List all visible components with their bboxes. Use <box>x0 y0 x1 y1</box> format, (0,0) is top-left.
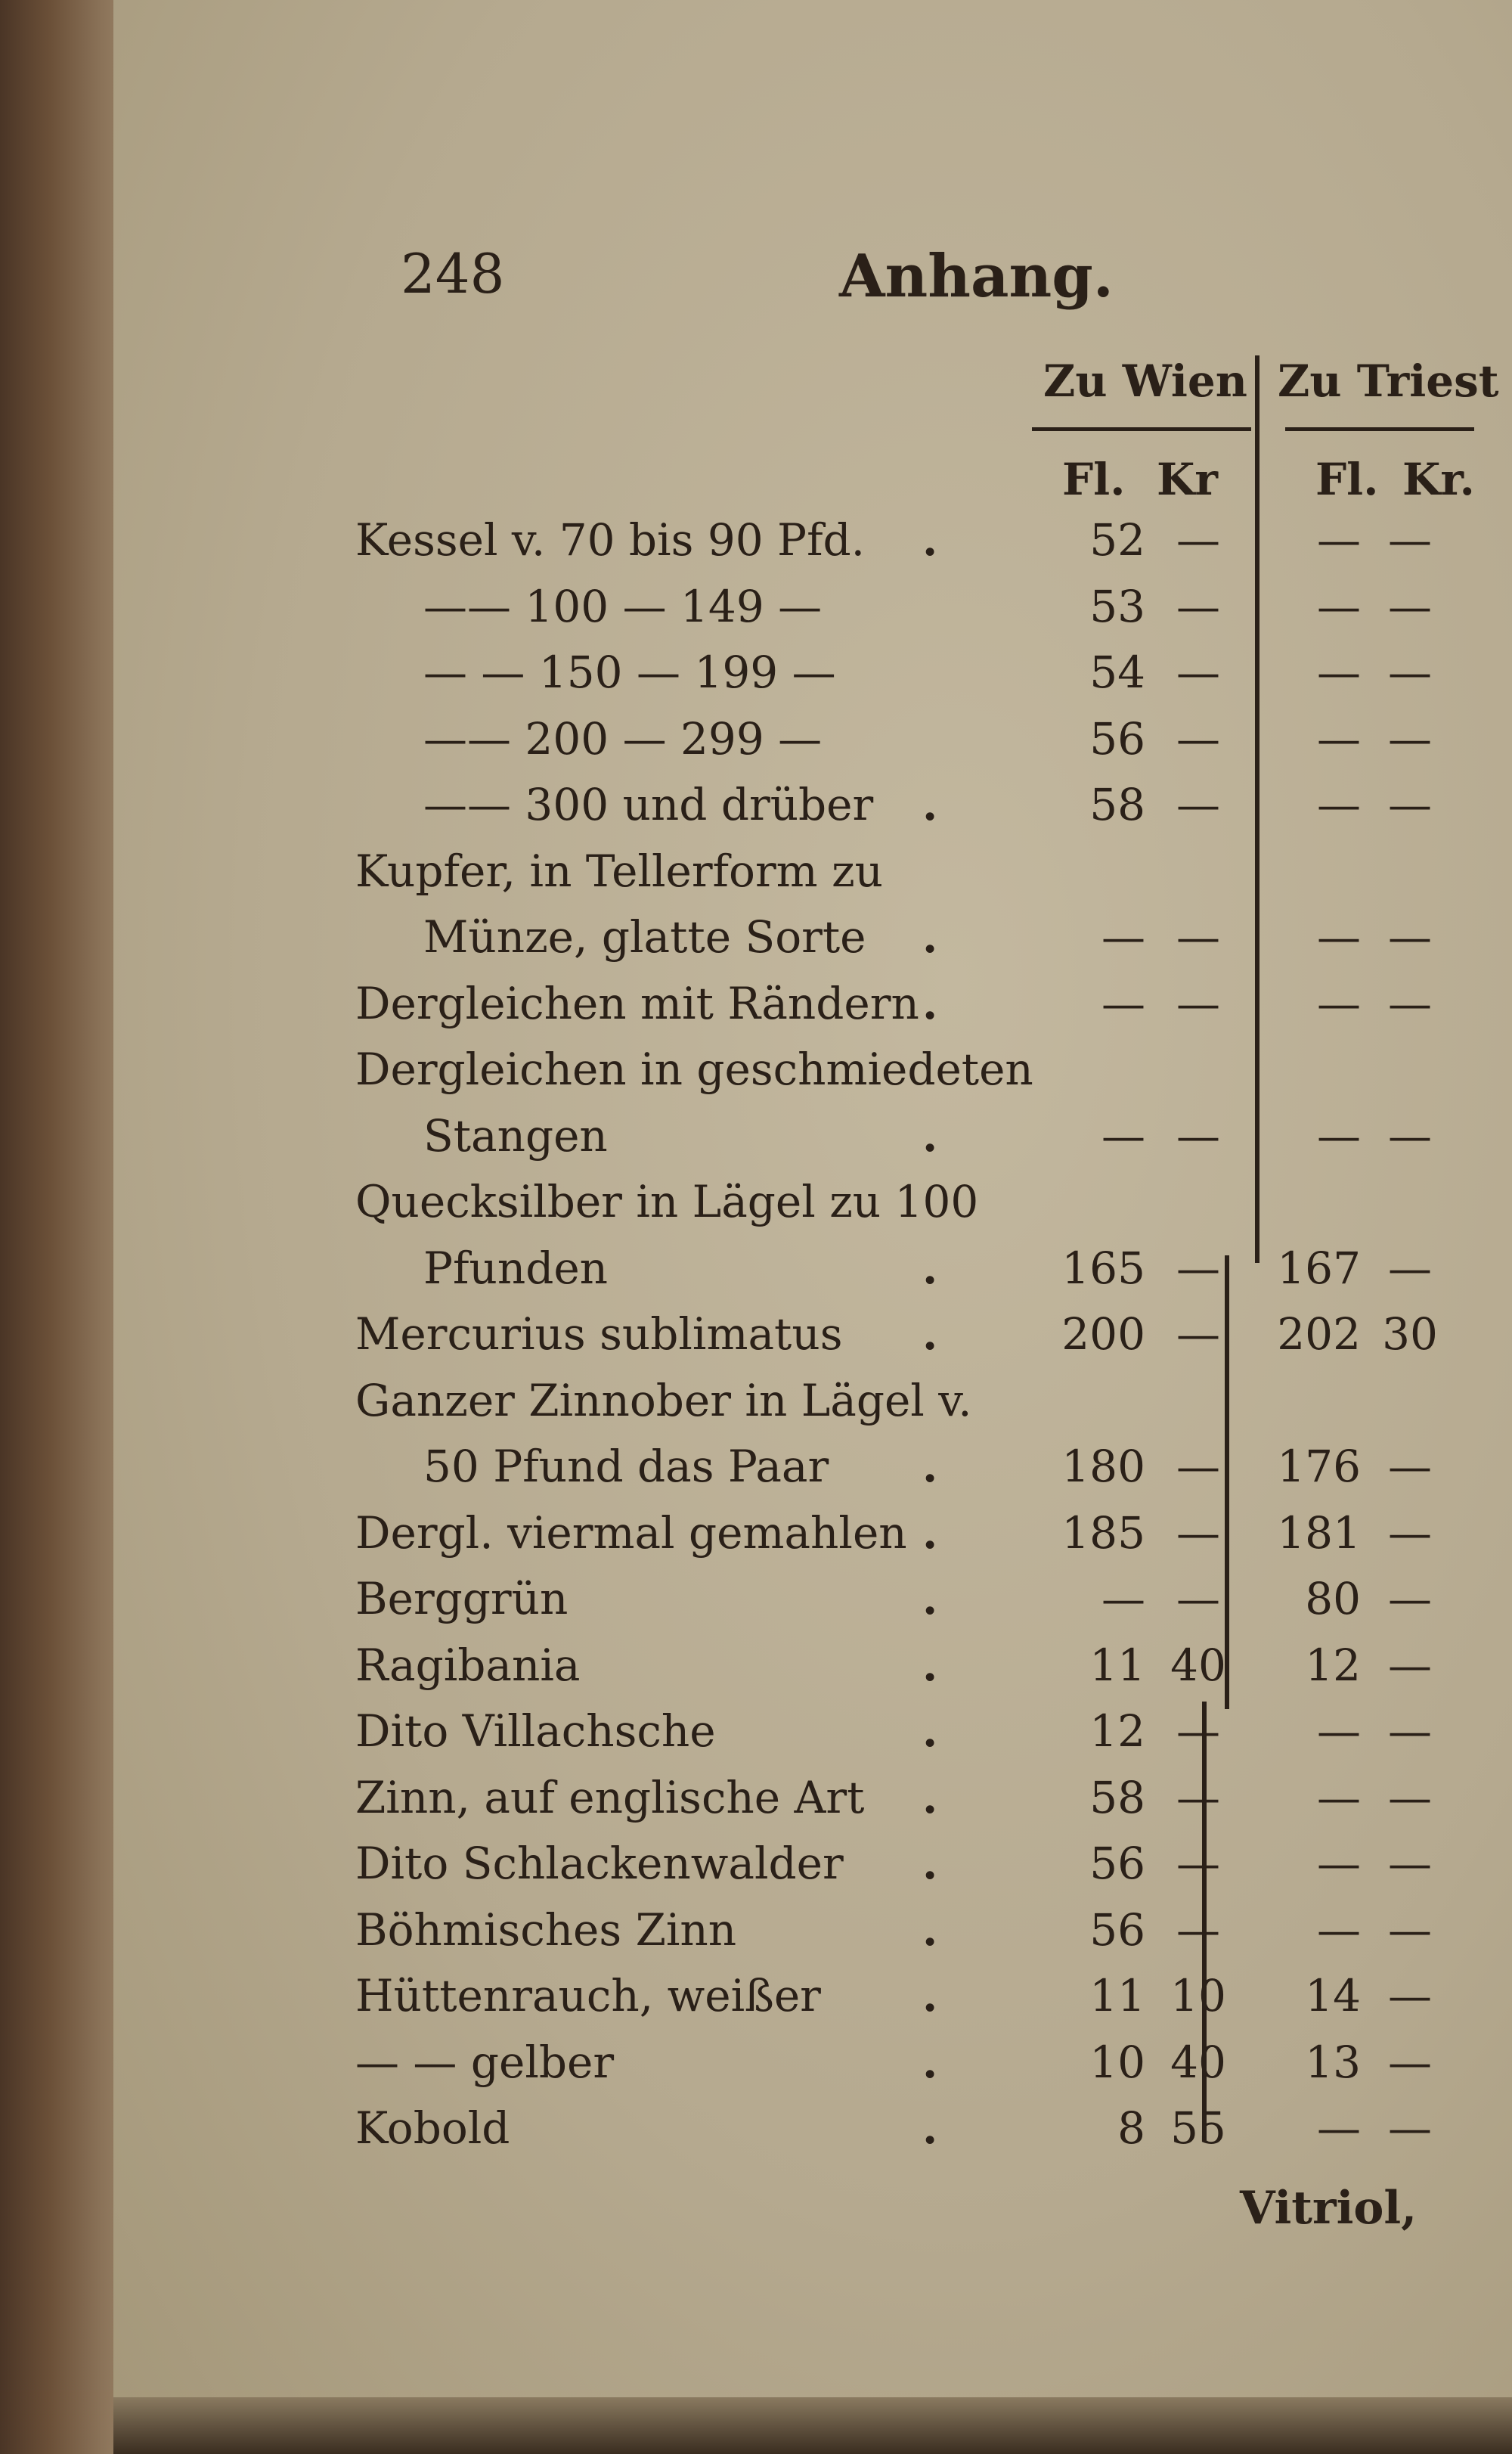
triest-kreuzer: — <box>1388 911 1432 963</box>
triest-kreuzer: — <box>1388 1838 1432 1889</box>
row-label: Pfunden <box>423 1243 609 1294</box>
triest-florin: 167 <box>1277 1243 1361 1294</box>
wien-kreuzer: — <box>1176 1243 1220 1294</box>
row-label: —— 300 und drüber <box>423 779 874 830</box>
leader-dot: . <box>922 1772 938 1823</box>
wien-kreuzer: — <box>1176 779 1220 830</box>
leader-dot: . <box>922 2037 938 2088</box>
wien-florin: 200 <box>1061 1308 1145 1360</box>
leader-dot: . <box>922 1838 938 1889</box>
wien-florin: 180 <box>1061 1441 1145 1492</box>
triest-florin: — <box>1317 978 1361 1029</box>
triest-florin: — <box>1317 514 1361 566</box>
triest-florin: — <box>1317 1110 1361 1162</box>
row-label: Mercurius sublimatus <box>355 1308 843 1360</box>
wien-kreuzer: — <box>1176 1573 1220 1624</box>
table-row <box>0 978 1512 1038</box>
row-label: Dito Schlackenwalder <box>355 1838 844 1889</box>
table-row <box>0 1640 1512 1700</box>
row-label: Münze, glatte Sorte <box>423 911 866 963</box>
table-row <box>0 1308 1512 1369</box>
triest-florin: — <box>1317 2102 1361 2154</box>
row-label: Hüttenrauch, weißer <box>355 1970 821 2021</box>
row-label: 50 Pfund das Paar <box>423 1441 829 1492</box>
triest-florin: 13 <box>1305 2037 1361 2088</box>
leader-dot: . <box>922 1308 938 1360</box>
triest-florin: 12 <box>1305 1640 1361 1691</box>
triest-kreuzer: 30 <box>1382 1308 1438 1360</box>
row-label: Dergleichen in geschmiedeten <box>355 1044 1033 1095</box>
wien-kreuzer: 40 <box>1170 1640 1226 1691</box>
wien-kreuzer: — <box>1176 1110 1220 1162</box>
wien-kreuzer: — <box>1176 1904 1220 1956</box>
wien-florin: — <box>1101 978 1145 1029</box>
row-label: Berggrün <box>355 1573 569 1624</box>
row-label: Dergl. viermal gemahlen <box>355 1507 907 1559</box>
triest-kreuzer: — <box>1388 1970 1432 2021</box>
leader-dot: . <box>922 1970 938 2021</box>
page-number: 248 <box>401 242 505 306</box>
wien-florin: 56 <box>1089 1838 1145 1889</box>
row-label: Dito Villachsche <box>355 1705 716 1757</box>
wien-kreuzer: — <box>1176 1838 1220 1889</box>
table-row <box>0 1904 1512 1965</box>
wien-kreuzer: — <box>1176 1705 1220 1757</box>
row-label: — — gelber <box>355 2037 615 2088</box>
wien-kreuzer: — <box>1176 647 1220 698</box>
triest-kreuzer: — <box>1388 1441 1432 1492</box>
table-row <box>0 779 1512 839</box>
row-label: Zinn, auf englische Art <box>355 1772 865 1823</box>
wien-florin: 52 <box>1089 514 1145 566</box>
table-row <box>0 845 1512 906</box>
triest-kreuzer: — <box>1388 1640 1432 1691</box>
row-label: Dergleichen mit Rändern <box>355 978 919 1029</box>
triest-kreuzer: — <box>1388 1573 1432 1624</box>
triest-kreuzer: — <box>1388 1507 1432 1559</box>
table-row <box>0 1110 1512 1171</box>
table-row <box>0 1044 1512 1104</box>
leader-dot: . <box>922 1507 938 1559</box>
leader-dot: . <box>922 1640 938 1691</box>
table-row <box>0 514 1512 575</box>
column-kr-triest: Kr. <box>1402 454 1475 505</box>
triest-kreuzer: — <box>1388 713 1432 765</box>
triest-florin: — <box>1317 1838 1361 1889</box>
wien-kreuzer: — <box>1176 514 1220 566</box>
wien-kreuzer: — <box>1176 978 1220 1029</box>
triest-florin: — <box>1317 911 1361 963</box>
wien-florin: 185 <box>1061 1507 1145 1559</box>
row-label: Ragibania <box>355 1640 581 1691</box>
header-rule-wien <box>1032 427 1251 431</box>
wien-florin: 11 <box>1089 1970 1145 2021</box>
wien-florin: 58 <box>1089 779 1145 830</box>
triest-kreuzer: — <box>1388 978 1432 1029</box>
row-label: Kessel v. 70 bis 90 Pfd. <box>355 514 866 566</box>
triest-kreuzer: — <box>1388 1705 1432 1757</box>
wien-kreuzer: — <box>1176 1441 1220 1492</box>
row-label: —— 200 — 299 — <box>423 713 823 765</box>
leader-dot: . <box>922 1243 938 1294</box>
triest-florin: — <box>1317 1705 1361 1757</box>
leader-dot: . <box>922 1573 938 1624</box>
triest-kreuzer: — <box>1388 1904 1432 1956</box>
triest-kreuzer: — <box>1388 514 1432 566</box>
triest-florin: — <box>1317 1772 1361 1823</box>
column-fl-triest: Fl. <box>1315 454 1379 505</box>
triest-kreuzer: — <box>1388 2102 1432 2154</box>
table-row <box>0 911 1512 972</box>
wien-florin: 12 <box>1089 1705 1145 1757</box>
leader-dot: . <box>922 1705 938 1757</box>
row-label: Kobold <box>355 2102 510 2154</box>
row-label: Quecksilber in Lägel zu 100 <box>355 1176 979 1227</box>
wien-florin: 8 <box>1117 2102 1145 2154</box>
row-label: — — 150 — 199 — <box>423 647 836 698</box>
wien-florin: 56 <box>1089 1904 1145 1956</box>
wien-florin: 58 <box>1089 1772 1145 1823</box>
wien-kreuzer: — <box>1176 581 1220 632</box>
table-row <box>0 2037 1512 2097</box>
triest-florin: 80 <box>1305 1573 1361 1624</box>
triest-florin: — <box>1317 779 1361 830</box>
wien-florin: 56 <box>1089 713 1145 765</box>
triest-florin: 202 <box>1277 1308 1361 1360</box>
page-title: Anhang. <box>839 242 1114 311</box>
leader-dot: . <box>922 514 938 566</box>
row-label: Ganzer Zinnober in Lägel v. <box>355 1375 972 1426</box>
catchword: Vitriol, <box>1240 2182 1418 2235</box>
column-fl-wien: Fl. <box>1062 454 1126 505</box>
leader-dot: . <box>922 1904 938 1956</box>
column-header-triest: Zu Triest <box>1278 355 1499 407</box>
row-label: Kupfer, in Tellerform zu <box>355 845 884 897</box>
wien-kreuzer: — <box>1176 1308 1220 1360</box>
table-row <box>0 2102 1512 2163</box>
table-row <box>0 1507 1512 1568</box>
wien-florin: 10 <box>1089 2037 1145 2088</box>
triest-florin: — <box>1317 647 1361 698</box>
table-row <box>0 1772 1512 1832</box>
wien-florin: 54 <box>1089 647 1145 698</box>
wien-kreuzer: — <box>1176 1772 1220 1823</box>
triest-kreuzer: — <box>1388 581 1432 632</box>
header-rule-triest <box>1285 427 1474 431</box>
leader-dot: . <box>922 1110 938 1162</box>
wien-florin: 165 <box>1061 1243 1145 1294</box>
wien-kreuzer: — <box>1176 1507 1220 1559</box>
triest-florin: — <box>1317 713 1361 765</box>
triest-kreuzer: — <box>1388 2037 1432 2088</box>
table-row <box>0 1838 1512 1898</box>
leader-dot: . <box>922 911 938 963</box>
triest-kreuzer: — <box>1388 647 1432 698</box>
table-row <box>0 1970 1512 2031</box>
triest-kreuzer: — <box>1388 1110 1432 1162</box>
table-row <box>0 1176 1512 1236</box>
table-row <box>0 1441 1512 1501</box>
row-label: Böhmisches Zinn <box>355 1904 737 1956</box>
wien-florin: — <box>1101 1110 1145 1162</box>
table-row <box>0 1705 1512 1766</box>
leader-dot: . <box>922 978 938 1029</box>
triest-florin: — <box>1317 1904 1361 1956</box>
table-row <box>0 1243 1512 1303</box>
column-header-wien: Zu Wien <box>1043 355 1247 407</box>
triest-florin: 14 <box>1305 1970 1361 2021</box>
table-row <box>0 581 1512 641</box>
wien-florin: — <box>1101 911 1145 963</box>
wien-kreuzer: 55 <box>1170 2102 1226 2154</box>
triest-kreuzer: — <box>1388 1772 1432 1823</box>
table-row <box>0 1573 1512 1633</box>
wien-florin: 11 <box>1089 1640 1145 1691</box>
wien-kreuzer: 40 <box>1170 2037 1226 2088</box>
row-label: —— 100 — 149 — <box>423 581 823 632</box>
table-row <box>0 647 1512 707</box>
triest-kreuzer: — <box>1388 1243 1432 1294</box>
wien-florin: — <box>1101 1573 1145 1624</box>
page-edge <box>113 2397 1512 2454</box>
leader-dot: . <box>922 779 938 830</box>
leader-dot: . <box>922 1441 938 1492</box>
column-kr-wien: Kr <box>1157 454 1218 505</box>
triest-kreuzer: — <box>1388 779 1432 830</box>
triest-florin: 176 <box>1277 1441 1361 1492</box>
triest-florin: — <box>1317 581 1361 632</box>
wien-florin: 53 <box>1089 581 1145 632</box>
triest-florin: 181 <box>1277 1507 1361 1559</box>
wien-kreuzer: — <box>1176 911 1220 963</box>
table-row <box>0 713 1512 774</box>
row-label: Stangen <box>423 1110 608 1162</box>
table-row <box>0 1375 1512 1435</box>
wien-kreuzer: 10 <box>1170 1970 1226 2021</box>
wien-kreuzer: — <box>1176 713 1220 765</box>
leader-dot: . <box>922 2102 938 2154</box>
